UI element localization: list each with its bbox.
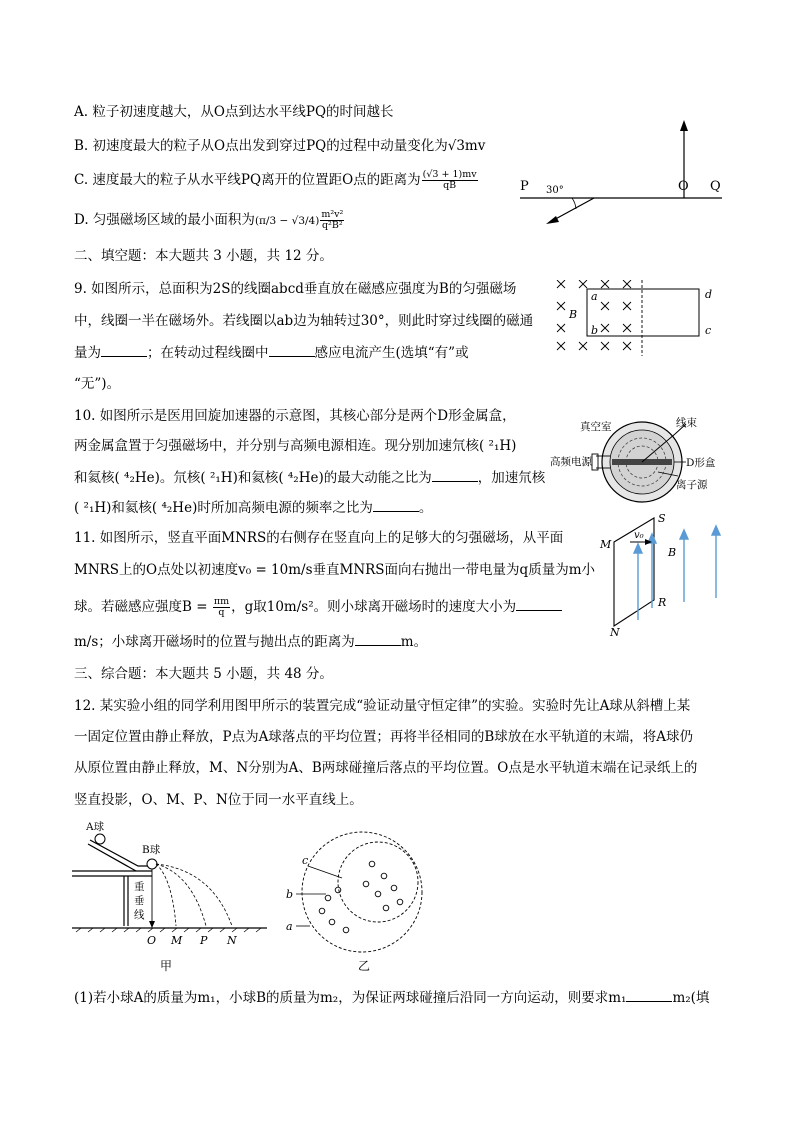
q11-line2: MNRS上的O点处以初速度v₀ = 10m/s垂直MNRS面向右抛出一带电量为q质量为m小 [74, 562, 595, 578]
q10-label-beam: 线束 [676, 417, 697, 429]
yi-label-b: b [286, 888, 294, 901]
q11-b-num: πm [213, 596, 230, 607]
q11-label-s: S [658, 512, 666, 525]
q9-line4: “无”)。 [74, 376, 121, 392]
fig8-label-p: P [520, 179, 529, 194]
q11-line4-b: m。 [400, 634, 428, 650]
section-3-heading: 三、综合题：本大题共 5 小题，共 48 分。 [74, 666, 333, 682]
figure-q11 [596, 510, 746, 640]
option-d [74, 210, 345, 231]
jia-label-p: P [200, 934, 208, 947]
q11-label-m: M [600, 538, 612, 551]
jia-label-n: N [227, 934, 237, 947]
q12-sub1-a: (1)若小球A的质量为m₁，小球B的质量为m₂，为保证两球碰撞后沿同一方向运动，则要求m₁ [74, 990, 627, 1006]
q10-line3-b: ，加速氘核 [477, 470, 546, 486]
option-d-den: q²B² [321, 220, 343, 231]
q11-b-den: q [218, 607, 225, 618]
fig8-label-q: Q [710, 179, 721, 194]
q10-line2: 两金属盒置于匀强磁场中，并分别与高频电源相连。现分别加速氘核( ²₁H) [74, 438, 517, 454]
q9-label-d: d [705, 288, 713, 301]
option-d-num: m²v² [321, 209, 344, 220]
yi-label-c: c [302, 854, 309, 867]
option-a: A. 粒子初速度越大，从O点到达水平线PQ的时间越长 [74, 104, 394, 120]
q12-sub1-b: m₂(填 [672, 990, 710, 1006]
q10-line4-a: ( ²₁H)和氦核( ⁴₂He)时所加高频电源的频率之比为 [74, 500, 373, 516]
section-2-heading: 二、填空题：本大题共 3 小题，共 12 分。 [74, 248, 333, 264]
q11-line3-a: 球。若磁感应强度B = [74, 599, 212, 615]
jia-label-ball-b: B球 [142, 844, 161, 856]
q11-line3 [74, 597, 562, 618]
q11-line1: 11. 如图所示，竖直平面MNRS的右侧存在竖直向上的足够大的匀强磁场，从平面 [74, 530, 564, 546]
q12-line4: 竖直投影，O、M、P、N位于同一水平直线上。 [74, 792, 363, 808]
q12-line1: 12. 某实验小组的同学利用图甲所示的装置完成“验证动量守恒定律”的实验。实验时先让A球从斜槽上某 [74, 698, 691, 714]
q10-line4 [74, 499, 432, 517]
q9-answer-blank-1[interactable] [101, 344, 147, 357]
jia-caption: 甲 [160, 959, 173, 973]
q9-line3-a: 量为 [74, 345, 101, 361]
option-c-num: (√3 + 1)mv [422, 169, 477, 180]
jia-label-ball-a: A球 [86, 821, 105, 833]
q10-label-dbox: D形盒 [686, 457, 716, 469]
jia-label-m: M [171, 934, 183, 947]
q11-label-b: B [668, 546, 677, 559]
q11-answer-blank-2[interactable] [355, 633, 401, 646]
figure-q10 [550, 414, 735, 514]
q10-line1: 10. 如图所示是医用回旋加速器的示意图，其核心部分是两个D形金属盒， [74, 408, 516, 424]
fig8-label-o: O [678, 179, 689, 194]
option-c-text: C. 速度最大的粒子从水平线PQ离开的位置距O点的距离为 [74, 172, 421, 188]
q9-label-b: b [591, 324, 599, 337]
jia-label-plumb-2: 垂 [134, 895, 145, 907]
q10-line3-a: 和氦核( ⁴₂He)。氘核( ²₁H)和氦核( ⁴₂He)的最大动能之比为 [74, 470, 432, 486]
q9-line2: 中，线圈一半在磁场外。若线圈以ab边为轴转过30°，则此时穿过线圈的磁通 [74, 313, 534, 329]
figure-q8 [512, 118, 742, 238]
q10-label-source: 离子源 [676, 479, 708, 491]
q9-line3-c: 感应电流产生(选填“有”或 [314, 345, 469, 361]
q9-label-B: B [569, 308, 578, 321]
option-d-text: D. 匀强磁场区域的最小面积为 [74, 212, 255, 228]
q12-answer-blank-1[interactable] [626, 989, 672, 1002]
fig8-label-angle: 30° [546, 185, 564, 196]
q11-label-v0: v₀ [634, 530, 644, 541]
option-c-den: qB [443, 180, 457, 191]
q12-sub1 [74, 989, 709, 1007]
q11-line4 [74, 633, 427, 651]
q10-line3 [74, 469, 545, 487]
q11-line4-a: m/s；小球离开磁场时的位置与抛出点的距离为 [74, 634, 355, 650]
figure-q12-jia [72, 818, 272, 978]
q11-line3-b: ，g取10m/s²。则小球离开磁场时的速度大小为 [231, 599, 517, 615]
q9-answer-blank-2[interactable] [269, 344, 315, 357]
figure-q9 [553, 280, 728, 360]
q11-b-fraction [213, 597, 230, 618]
option-b: B. 初速度最大的粒子从O点出发到穿过PQ的过程中动量变化为√3mv [74, 138, 486, 154]
q9-line3-b: ；在转动过程线圈中 [147, 345, 269, 361]
q11-label-r: R [658, 596, 667, 609]
q9-label-a: a [591, 290, 598, 303]
q10-answer-blank-1[interactable] [432, 469, 478, 482]
q9-label-c: c [705, 324, 712, 337]
q11-label-n: N [610, 626, 620, 639]
q10-label-hf: 高频电源 [550, 456, 592, 468]
q12-line3: 从原位置由静止释放，M、N分别为A、B两球碰撞后落点的平均位置。O点是水平轨道末端在记录纸上的 [74, 760, 698, 776]
yi-label-a: a [286, 920, 293, 933]
yi-caption: 乙 [358, 959, 371, 973]
q10-line4-b: 。 [418, 500, 433, 516]
q11-answer-blank-1[interactable] [516, 598, 562, 611]
q9-line1: 9. 如图所示，总面积为2S的线圈abcd垂直放在磁感应强度为B的匀强磁场 [74, 281, 517, 297]
q10-answer-blank-2[interactable] [373, 499, 419, 512]
figure-q12-yi [282, 818, 442, 978]
option-d-fraction [320, 210, 344, 231]
q9-line3 [74, 344, 469, 362]
option-d-expr: (π/3 − √3/4) [254, 215, 320, 227]
jia-label-plumb-3: 线 [134, 909, 145, 921]
option-c-fraction [422, 170, 478, 191]
jia-label-o: O [147, 934, 157, 947]
jia-label-plumb-1: 重 [134, 881, 145, 893]
q10-label-vacuum: 真空室 [580, 421, 612, 433]
q12-line2: 一固定位置由静止释放，P点为A球落点的平均位置；再将半径相同的B球放在水平轨道的末端，将A球仍 [74, 729, 694, 745]
option-c [74, 170, 479, 191]
